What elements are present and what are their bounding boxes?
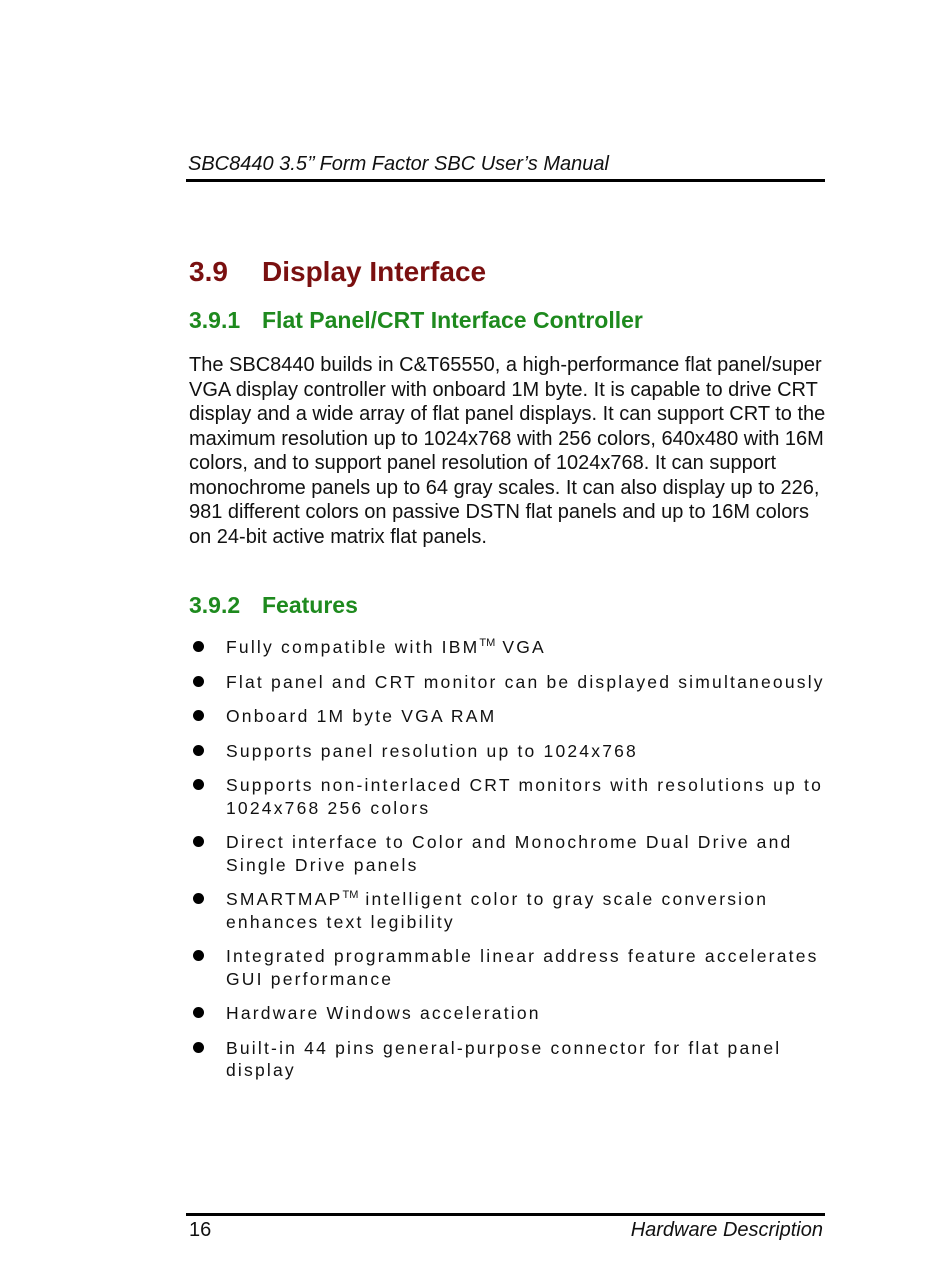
bullet-icon	[193, 1042, 204, 1053]
subsection-heading-features	[189, 590, 358, 620]
feature-item: Fully compatible with IBM™ VGA	[189, 636, 829, 659]
bullet-icon	[193, 641, 204, 652]
header-rule	[186, 179, 825, 182]
feature-item: Flat panel and CRT monitor can be displayed simultaneously	[189, 671, 829, 694]
subsection-title: Features	[262, 592, 358, 618]
bullet-icon	[193, 745, 204, 756]
section-title: Display Interface	[262, 256, 487, 287]
page-header: SBC8440 3.5’’ Form Factor SBC User’s Manual	[188, 153, 609, 175]
bullet-icon	[193, 836, 204, 847]
feature-item: Supports non-interlaced CRT monitors with resolutions up to 1024x768 256 colors	[189, 774, 829, 819]
body-paragraph: The SBC8440 builds in C&T65550, a high-performance flat panel/super VGA display controller with onboard 1M byte. It is capable to drive CRT display and a wide array of flat panel displays. It can support CRT to the maximum resolution up to 1024x768 with 256 colors, 640x480 with 16M colors, and to support panel resolution of 1024x768. It can support monochrome panels up to 64 gray scales. It can also display up to 226, 981 different colors on passive DSTN flat panels and up to 16M colors on 24-bit active matrix flat panels.	[189, 354, 826, 548]
subsection-number: 3.9.2	[189, 592, 241, 618]
subsection-number: 3.9.1	[189, 307, 241, 333]
footer-section-title: Hardware Description	[630, 1219, 823, 1241]
feature-item: Supports panel resolution up to 1024x768	[189, 740, 829, 763]
feature-item: Built-in 44 pins general-purpose connector for flat panel display	[189, 1037, 829, 1082]
section-heading	[189, 254, 486, 290]
footer-rule	[186, 1213, 825, 1216]
bullet-icon	[193, 676, 204, 687]
bullet-icon	[193, 1007, 204, 1018]
feature-item: Onboard 1M byte VGA RAM	[189, 705, 829, 728]
features-list	[189, 636, 829, 1094]
feature-item: Integrated programmable linear address feature accelerates GUI performance	[189, 945, 829, 990]
feature-item: Hardware Windows acceleration	[189, 1002, 829, 1025]
subsection-heading-flat-panel	[189, 305, 643, 335]
subsection-title: Flat Panel/CRT Interface Controller	[262, 307, 643, 333]
bullet-icon	[193, 893, 204, 904]
bullet-icon	[193, 779, 204, 790]
feature-item: SMARTMAP™ intelligent color to gray scale conversion enhances text legibility	[189, 888, 829, 933]
page-number: 16	[189, 1219, 212, 1241]
feature-item: Direct interface to Color and Monochrome Dual Drive and Single Drive panels	[189, 831, 829, 876]
section-number: 3.9	[189, 256, 228, 287]
bullet-icon	[193, 710, 204, 721]
bullet-icon	[193, 950, 204, 961]
